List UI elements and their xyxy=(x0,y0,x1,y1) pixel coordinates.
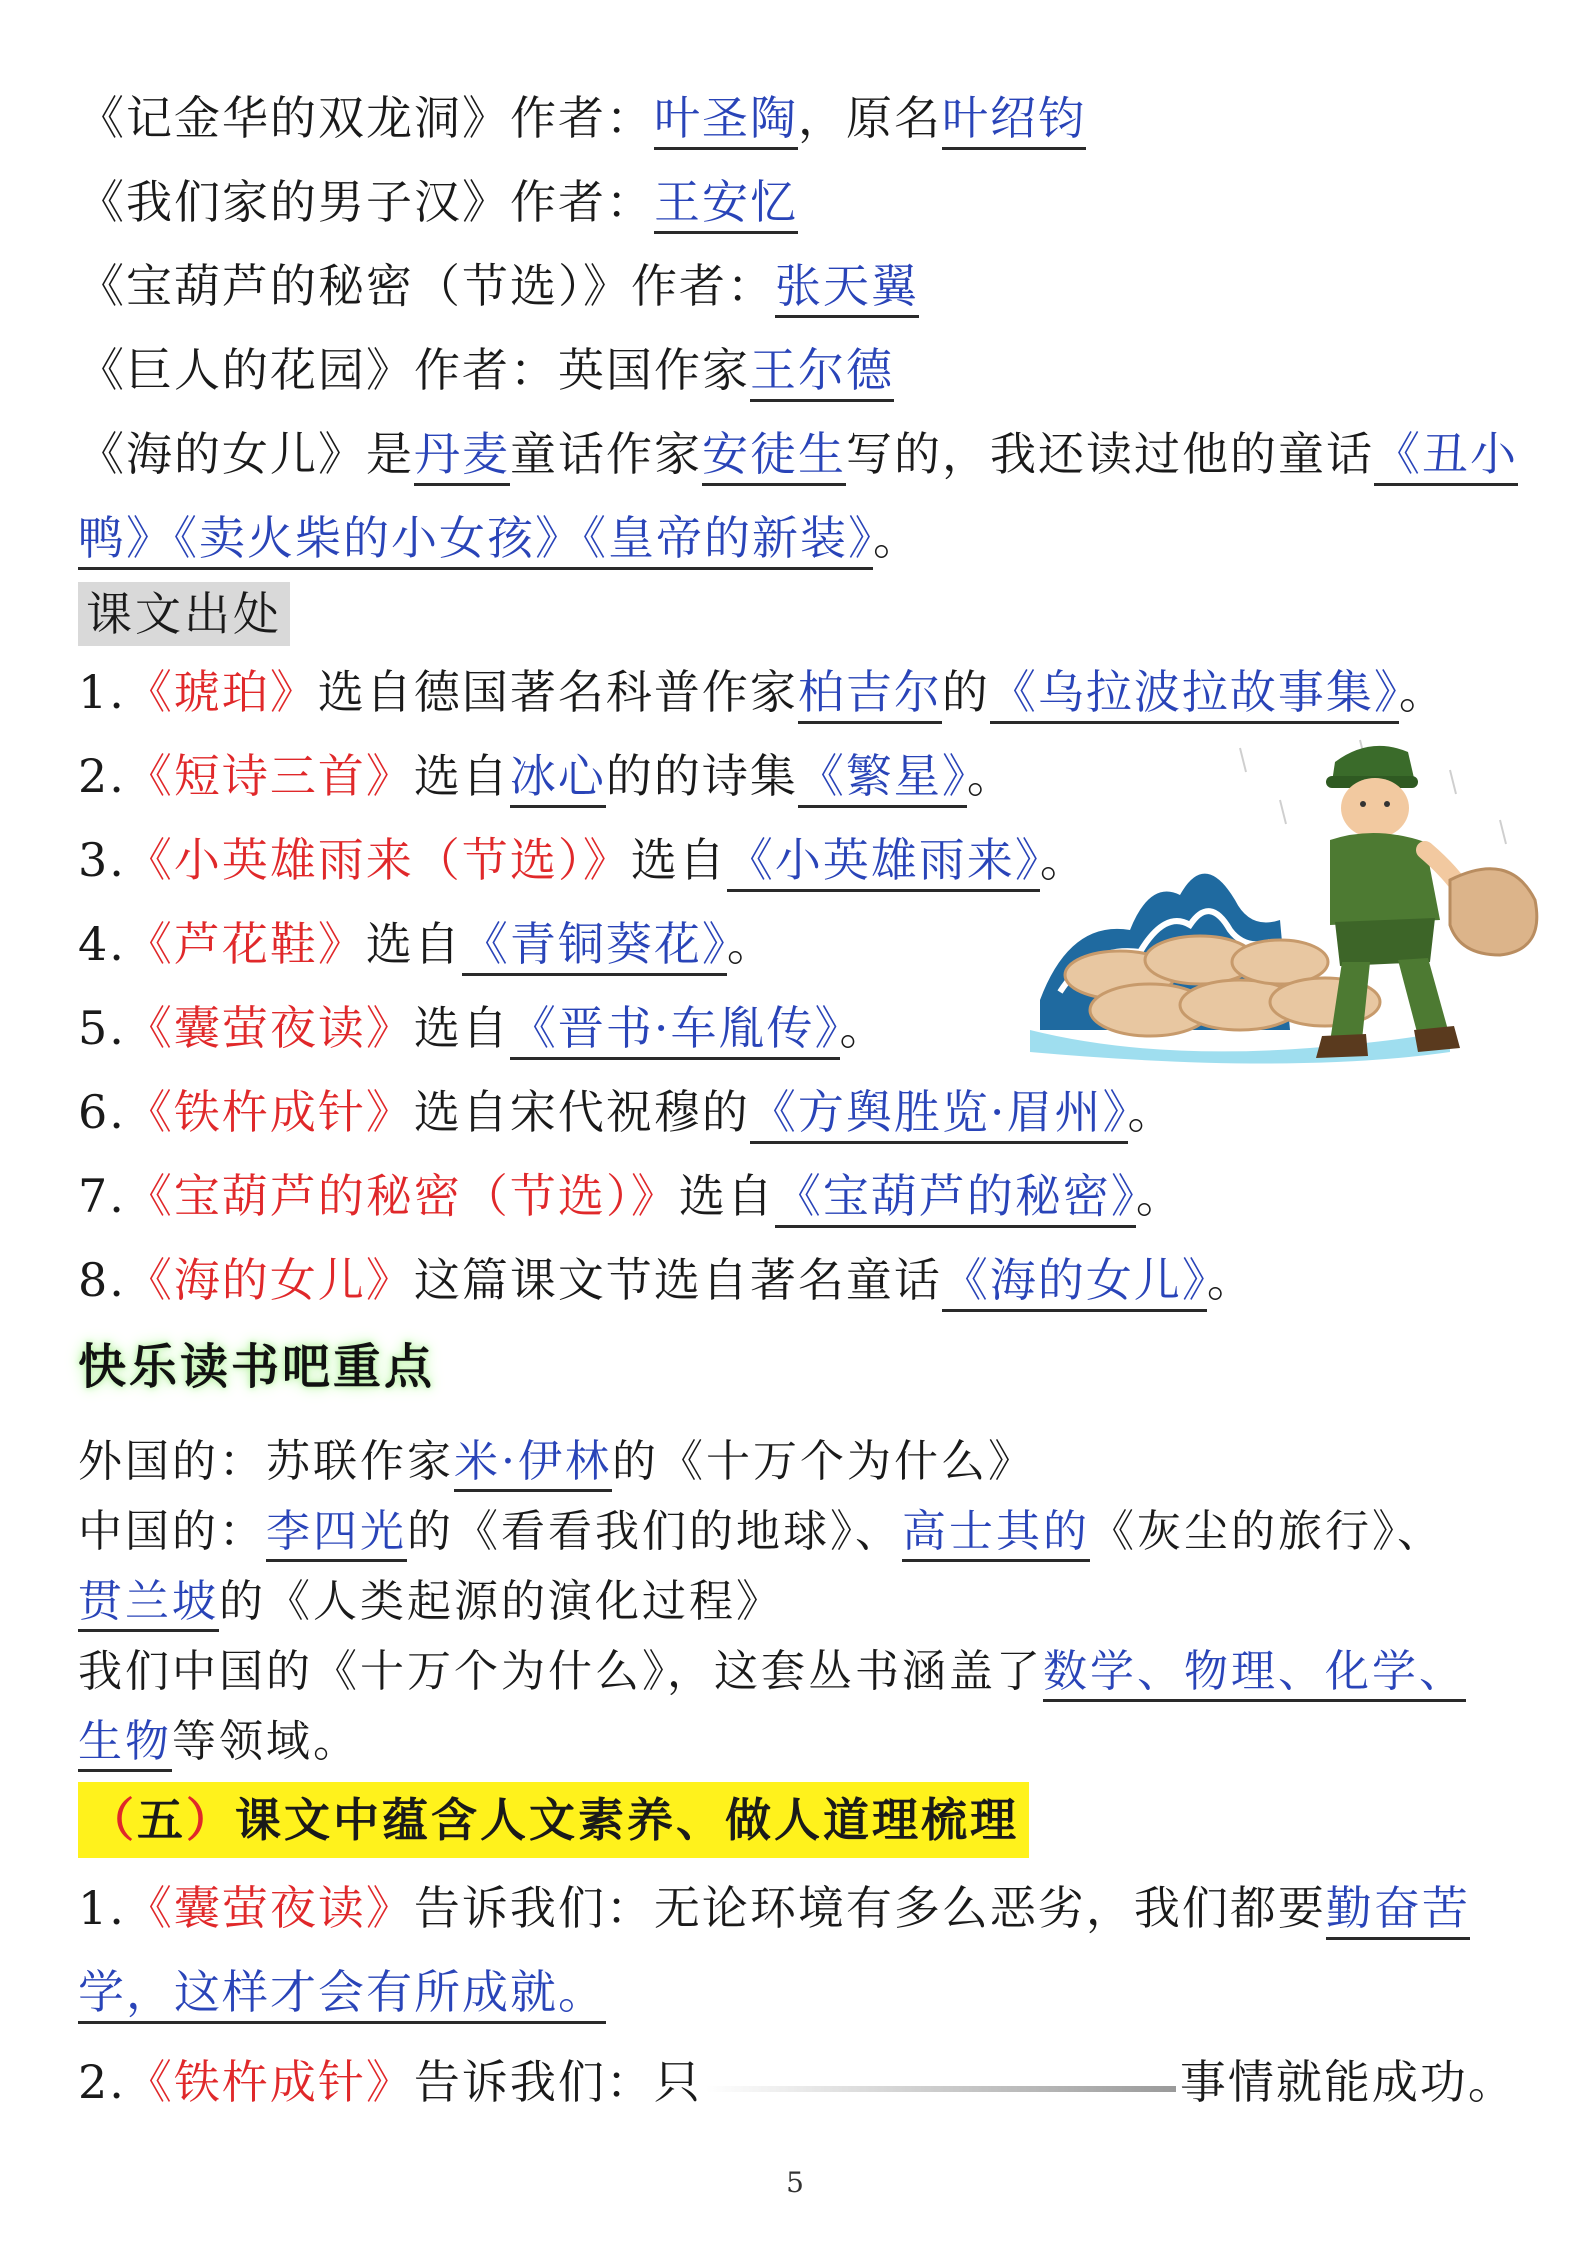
answer-text: 冰心 xyxy=(510,749,606,808)
author-line-text: 《宝葫芦的秘密（节选）》作者： xyxy=(78,259,775,313)
reading-china-line-2 xyxy=(78,1572,1518,1632)
andersen-line-2 xyxy=(78,508,1518,568)
andersen-text: 写的，我还读过他的童话 xyxy=(846,427,1374,481)
source-item xyxy=(78,662,1518,722)
item-text: 选自宋代祝穆的 xyxy=(413,1085,750,1139)
answer-text: 高士其的 xyxy=(902,1506,1090,1562)
item-number: 5. xyxy=(78,1001,126,1055)
author-line-text: ，原名 xyxy=(798,91,942,145)
answer-text: 李四光 xyxy=(266,1506,407,1562)
answer-text: 张天翼 xyxy=(775,259,919,318)
lesson-title: 《海的女儿》 xyxy=(125,1253,414,1307)
reading-china-line-1 xyxy=(78,1502,1518,1562)
answer-text: 贯兰坡 xyxy=(78,1576,219,1632)
soldier-icon xyxy=(1316,746,1537,1058)
answer-text: 米·伊林 xyxy=(454,1436,612,1492)
lesson-title: 《小英雄雨来（节选）》 xyxy=(125,833,631,887)
value-item-1-line-2 xyxy=(78,1962,1518,2022)
item-text: 。 xyxy=(1206,1253,1255,1307)
item-number: 1. xyxy=(78,1881,126,1935)
heading-text: 课文中蕴含人文素养、做人道理梳理 xyxy=(235,1793,1019,1847)
answer-text: 生物 xyxy=(78,1716,172,1772)
reading-series-line-1 xyxy=(78,1642,1518,1702)
author-line-text: 《记金华的双龙洞》作者： xyxy=(78,91,654,145)
page-number: 5 xyxy=(786,2166,804,2199)
value-item-1-line-1 xyxy=(78,1878,1518,1938)
item-text: 选自 xyxy=(365,917,462,971)
item-text: 等领域。 xyxy=(172,1716,360,1767)
item-text: 选自德国著名科普作家 xyxy=(317,665,798,719)
sandbag-pile-icon xyxy=(1065,936,1380,1036)
source-item xyxy=(78,1250,1518,1310)
reading-foreign xyxy=(78,1432,1518,1492)
answer-text: 《晋书·车胤传》 xyxy=(510,1001,840,1060)
item-text: 。 xyxy=(1127,1085,1176,1139)
reading-series-line-2 xyxy=(78,1712,1518,1772)
author-line-text: 《巨人的花园》作者：英国作家 xyxy=(78,343,750,397)
answer-text: 王安忆 xyxy=(654,175,798,234)
item-number: 4. xyxy=(78,917,126,971)
item-text: 的《十万个为什么》 xyxy=(612,1436,1035,1487)
item-text: 。 xyxy=(726,917,775,971)
author-line-text: 《我们家的男子汉》作者： xyxy=(78,175,654,229)
section-heading-values xyxy=(78,1782,1029,1858)
lesson-title: 《囊萤夜读》 xyxy=(125,1001,414,1055)
item-text: 告诉我们：无论环境有多么恶劣，我们都要 xyxy=(413,1881,1326,1935)
answer-text: 鸭》《卖火柴的小女孩》《皇帝的新装》 xyxy=(78,511,873,570)
lesson-title: 《宝葫芦的秘密（节选）》 xyxy=(125,1169,679,1223)
item-text: 。 xyxy=(1039,833,1088,887)
lesson-title: 《芦花鞋》 xyxy=(125,917,366,971)
author-line-3 xyxy=(78,256,1518,316)
answer-text: 《宝葫芦的秘密》 xyxy=(775,1169,1136,1228)
author-line-4 xyxy=(78,340,1518,400)
lesson-title: 《铁杵成针》 xyxy=(125,1085,414,1139)
item-text: 选自 xyxy=(413,749,510,803)
andersen-text: 。 xyxy=(873,511,921,565)
item-text: 的 xyxy=(941,665,990,719)
lesson-title: 《铁杵成针》 xyxy=(125,2055,414,2109)
item-text: 。 xyxy=(1135,1169,1184,1223)
item-text: 中国的： xyxy=(78,1506,266,1557)
answer-text: 柏吉尔 xyxy=(798,665,942,724)
answer-text: 叶绍钧 xyxy=(942,91,1086,150)
item-text: 。 xyxy=(839,1001,888,1055)
answer-text: 《小英雄雨来》 xyxy=(727,833,1040,892)
answer-text: 安徒生 xyxy=(702,427,846,486)
value-item-2 xyxy=(78,2052,1518,2112)
item-number: 2. xyxy=(78,2055,126,2109)
item-number: 6. xyxy=(78,1085,126,1139)
item-number: 8. xyxy=(78,1253,126,1307)
item-text: 我们中国的《十万个为什么》，这套丛书涵盖了 xyxy=(78,1646,1043,1697)
source-item xyxy=(78,1166,1518,1226)
item-text: 《灰尘的旅行》、 xyxy=(1090,1506,1444,1557)
soldier-flood-illustration xyxy=(1030,730,1550,1070)
item-text: 。 xyxy=(966,749,1015,803)
item-text: 告诉我们：只 xyxy=(413,2055,702,2109)
answer-text: 《繁星》 xyxy=(798,749,967,808)
item-text: 选自 xyxy=(678,1169,775,1223)
source-item xyxy=(78,1082,1518,1142)
answer-text: 勤奋苦 xyxy=(1326,1881,1470,1940)
lesson-title: 《琥珀》 xyxy=(125,665,318,719)
item-text: 选自 xyxy=(630,833,727,887)
andersen-text: 《海的女儿》是 xyxy=(78,427,414,481)
lesson-title: 《短诗三首》 xyxy=(125,749,414,803)
andersen-text: 童话作家 xyxy=(510,427,702,481)
answer-text: 数学、物理、化学、 xyxy=(1043,1646,1466,1702)
lesson-title: 《囊萤夜读》 xyxy=(125,1881,414,1935)
item-number: 1. xyxy=(78,665,126,719)
answer-text: 学，这样才会有所成就。 xyxy=(78,1965,606,2024)
item-number: 3. xyxy=(78,833,126,887)
andersen-line-1 xyxy=(78,424,1518,484)
answer-text: 丹麦 xyxy=(414,427,510,486)
item-text: 。 xyxy=(1398,665,1447,719)
item-text: 外国的：苏联作家 xyxy=(78,1436,454,1487)
item-text: 的《人类起源的演化过程》 xyxy=(219,1576,783,1627)
answer-blank xyxy=(706,2066,1176,2106)
heading-paren: ） xyxy=(186,1793,235,1847)
item-number: 2. xyxy=(78,749,126,803)
heading-paren: （ xyxy=(88,1793,137,1847)
answer-text: 《青铜葵花》 xyxy=(462,917,727,976)
author-line-2 xyxy=(78,172,1518,232)
answer-text: 《海的女儿》 xyxy=(942,1253,1207,1312)
item-text: 的的诗集 xyxy=(605,749,798,803)
section-heading-reading: 快乐读书吧重点 xyxy=(78,1339,436,1395)
answer-text: 《丑小 xyxy=(1374,427,1518,486)
item-text: 选自 xyxy=(413,1001,510,1055)
answer-text: 《乌拉波拉故事集》 xyxy=(990,665,1399,724)
item-number: 7. xyxy=(78,1169,126,1223)
answer-text: 王尔德 xyxy=(750,343,894,402)
author-line-1 xyxy=(78,88,1518,148)
item-text: 这篇课文节选自著名童话 xyxy=(413,1253,942,1307)
heading-number: 五 xyxy=(137,1793,186,1847)
water-puddle-icon xyxy=(1030,1030,1450,1064)
answer-text: 叶圣陶 xyxy=(654,91,798,150)
item-text: 事情就能成功。 xyxy=(1179,2055,1516,2109)
section-heading-sources: 课文出处 xyxy=(78,582,290,646)
item-text: 的《看看我们的地球》、 xyxy=(407,1506,902,1557)
answer-text: 《方舆胜览·眉州》 xyxy=(750,1085,1128,1144)
